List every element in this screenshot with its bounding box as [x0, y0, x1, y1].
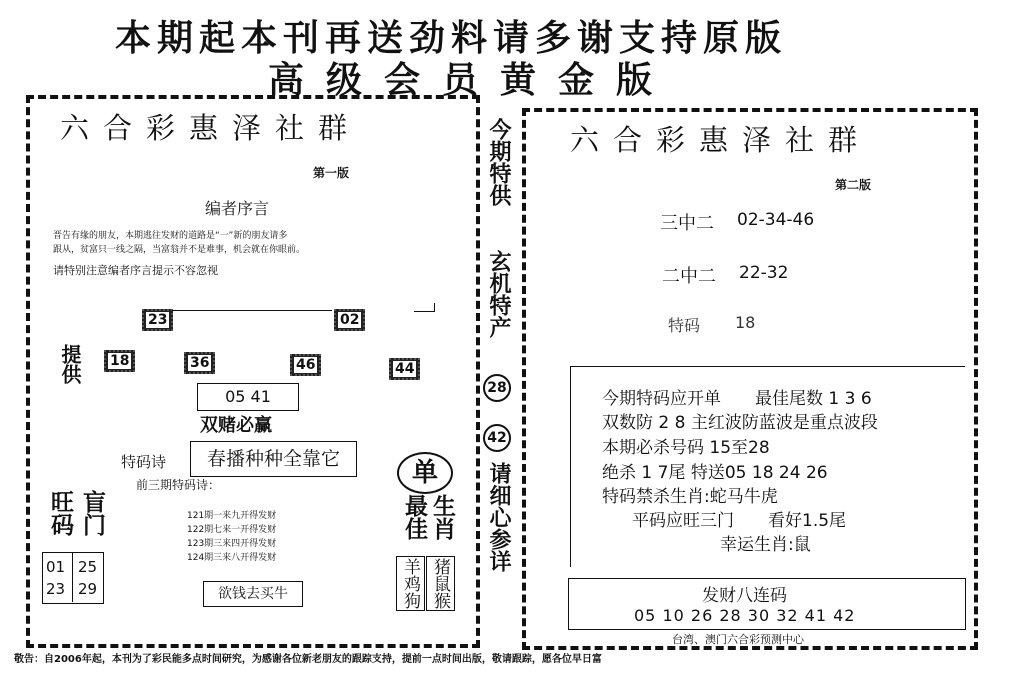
number-box-a [142, 309, 173, 331]
poem-box [190, 441, 357, 477]
middle-line-2: 玄机特产 [486, 250, 511, 338]
tip-line-3: 本期必杀号码 15至28 [602, 438, 770, 458]
special-number: 18 [735, 313, 756, 332]
preface-line-2: 跟从，贫富只一线之隔，当富翁并不是难事，机会就在你眼前。 [53, 245, 306, 255]
mang-label: 盲门 [79, 490, 105, 536]
zodiac-label: 生肖 [429, 494, 455, 540]
three-of-two-numbers: 02-34-46 [737, 210, 815, 230]
mang-number-1: 25 [78, 558, 98, 576]
tip-line-6: 平码应旺三门 看好1.5尾 [632, 511, 847, 531]
tip-line-7: 幸运生肖:鼠 [720, 535, 811, 555]
left-panel-title: 六合彩惠泽社群 [60, 111, 362, 145]
preface-note: 请特别注意编者序言提示不容忽视 [53, 264, 218, 277]
provide-number-2 [184, 352, 215, 374]
mang-number-2: 29 [78, 580, 98, 598]
source-label: 台湾、澳门六合彩预测中心 [672, 633, 804, 646]
number-box-b [334, 309, 365, 331]
prev-poem-label: 前三期特码诗： [136, 478, 221, 492]
preface-line-1: 晋告有缘的朋友，本期逃往发财的道路是“一”新的朋友请多 [53, 231, 288, 241]
sub-title: 高级会员黄金版 [268, 59, 675, 101]
wang-number-2: 23 [46, 580, 66, 598]
wang-mang-divider [72, 552, 73, 602]
buy-box [203, 581, 303, 607]
number-a: 23 [148, 312, 168, 328]
tip-line-5: 特码禁杀生肖:蛇马牛虎 [602, 487, 778, 507]
poem-label: 特码诗 [121, 453, 167, 471]
bracket-mark [414, 303, 435, 312]
two-of-two-numbers: 22-32 [739, 263, 789, 283]
zodiac-group-b: 猪鼠猴 [426, 556, 455, 611]
tip-line-1: 今期特码应开单 最佳尾数 1 3 6 [602, 389, 872, 409]
three-of-two-label: 三中二 [660, 213, 714, 234]
two-of-two-label: 二中二 [662, 266, 716, 287]
number-connector [172, 310, 332, 311]
tip-line-4: 绝杀 1 7尾 特送05 18 24 26 [602, 463, 828, 483]
footer-notice: 敬告：自2006年起，本刊为了彩民能多点时间研究，为感谢各位新老朋友的跟踪支持，提前一点时间出版，敬请跟踪，愿各位早日富 [14, 654, 602, 665]
number-b: 02 [340, 312, 360, 328]
middle-circle-a-text: 28 [487, 380, 507, 396]
left-edition-label: 第一版 [313, 166, 350, 180]
middle-line-3: 请细心参详 [486, 462, 511, 572]
preface-title: 编者序言 [205, 199, 270, 218]
right-panel-title: 六合彩惠泽社群 [570, 123, 872, 157]
eight-numbers-title: 发财八连码 [702, 586, 787, 606]
tip-line-2: 双数防 2 8 主红波防蓝波是重点波段 [602, 413, 878, 433]
middle-circle-a [483, 374, 511, 402]
provide-number-1 [104, 350, 135, 372]
prev-poem-line-1: 121期一来九开得发财 [187, 511, 277, 521]
provide-number-2-text: 36 [190, 355, 210, 371]
special-label: 特码 [668, 316, 701, 335]
buy-text: 欲钱去买牛 [218, 586, 288, 602]
provide-label: 提供 [58, 344, 82, 384]
middle-circle-b [483, 424, 511, 452]
eight-numbers: 05 10 26 28 30 32 41 42 [634, 606, 856, 625]
poem-text: 春播种种全靠它 [206, 448, 340, 470]
wang-label: 旺码 [47, 490, 73, 536]
provide-number-3-text: 46 [296, 357, 316, 373]
best-label: 最佳 [401, 494, 427, 540]
right-edition-label: 第二版 [835, 178, 872, 192]
single-text: 单 [411, 458, 438, 488]
zodiac-group-a: 羊鸡狗 [396, 556, 425, 611]
wang-number-1: 01 [46, 558, 66, 576]
provide-number-1-text: 18 [110, 353, 130, 369]
middle-circle-b-text: 42 [487, 430, 507, 446]
single-oval [397, 452, 453, 494]
boxed-numbers [197, 383, 299, 411]
prev-poem-line-4: 124期三来八开得发财 [187, 553, 277, 563]
win-phrase: 双赌必赢 [200, 415, 272, 436]
middle-line-1: 今期特供 [486, 118, 511, 206]
provide-number-3 [290, 354, 321, 376]
provide-number-4-text: 44 [395, 361, 415, 377]
main-title: 本期起本刊再送劲料请多谢支持原版 [115, 17, 788, 59]
prev-poem-line-2: 122期七来一开得发财 [187, 525, 277, 535]
provide-number-4 [389, 358, 420, 380]
boxed-numbers-text: 05 41 [225, 387, 271, 406]
prev-poem-line-3: 123期三来四开得发财 [187, 539, 277, 549]
